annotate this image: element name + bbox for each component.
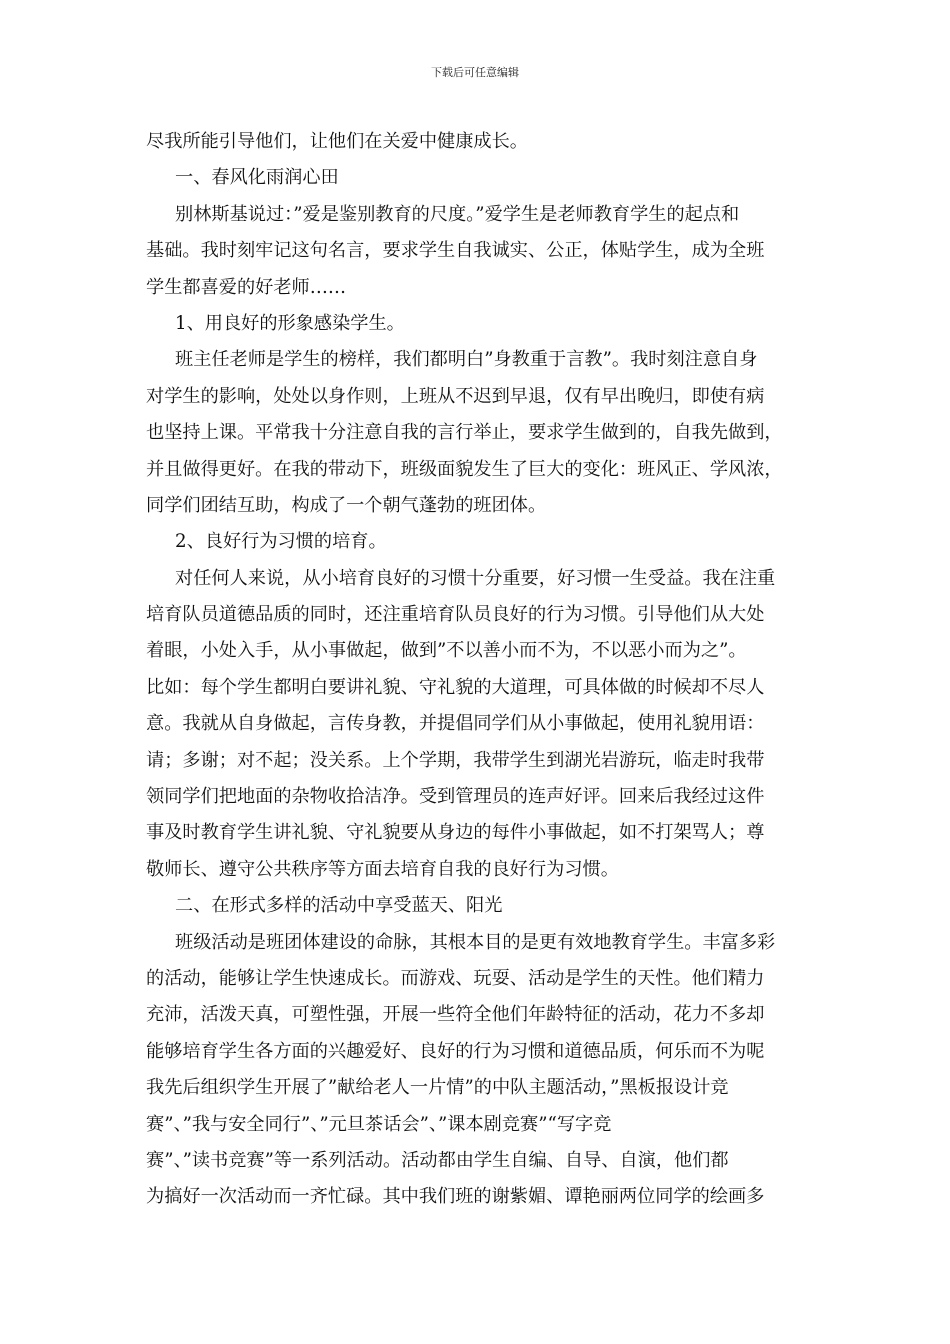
document-body [146,124,821,1216]
text-line: 培育队员道德品质的同时，还注重培育队员良好的行为习惯。引导他们从大处 [146,604,765,626]
text-line: 赛”、”我与安全同行”、”元旦茶话会”、”课本剧竞赛”“写字竞 [146,1113,612,1135]
text-line: 意。我就从自身做起，言传身教，并提倡同学们从小事做起，使用礼貌用语： [146,713,765,735]
text-line: 同学们团结互助，构成了一个朝气蓬勃的班团体。 [146,494,547,516]
text-line: 赛”、”读书竞赛”等一系列活动。活动都由学生自编、自导、自演，他们都 [146,1149,729,1171]
text-line: 我先后组织学生开展了”献给老人一片情”的中队主题活动，”黑板报设计竞 [146,1077,729,1099]
text-line: 也坚持上课。平常我十分注意自我的言行举止，要求学生做到的，自我先做到， [146,422,783,444]
text-line: 对学生的影响，处处以身作则，上班从不迟到早退，仅有早出晚归，即使有病 [146,385,765,407]
text-line: 并且做得更好。在我的带动下，班级面貌发生了巨大的变化：班风正、学风浓， [146,458,783,480]
text-line: 别林斯基说过：”爱是鉴别教育的尺度。”爱学生是老师教育学生的起点和 [175,203,740,225]
text-line: 一、春风化雨润心田 [175,167,339,189]
text-line: 学生都喜爱的好老师…… [146,276,347,298]
text-line: 2、良好行为习惯的培育。 [175,531,387,553]
text-line: 班主任老师是学生的榜样，我们都明白”身教重于言教”。我时刻注意自身 [175,349,758,371]
text-line: 比如：每个学生都明白要讲礼貌、守礼貌的大道理，可具体做的时候却不尽人 [146,676,765,698]
text-line: 二、在形式多样的活动中享受蓝天、阳光 [175,895,503,917]
text-line: 为搞好一次活动而一齐忙碌。其中我们班的谢紫媚、谭艳丽两位同学的绘画多 [146,1186,765,1208]
text-line: 领同学们把地面的杂物收拾洁净。受到管理员的连声好评。回来后我经过这件 [146,786,765,808]
text-line: 的活动，能够让学生快速成长。而游戏、玩耍、活动是学生的天性。他们精力 [146,967,765,989]
text-line: 班级活动是班团体建设的命脉，其根本目的是更有效地教育学生。丰富多彩 [175,931,776,953]
text-line: 对任何人来说，从小培育良好的习惯十分重要，好习惯一生受益。我在注重 [175,567,776,589]
text-line: 请；多谢；对不起；没关系。上个学期，我带学生到湖光岩游玩，临走时我带 [146,749,765,771]
text-line: 充沛，活泼天真，可塑性强，开展一些符全他们年龄特征的活动，花力不多却 [146,1004,765,1026]
text-line: 1、用良好的形象感染学生。 [175,312,405,334]
page-header: 下载后可任意编辑 [431,66,519,79]
text-line: 事及时教育学生讲礼貌、守礼貌要从身边的每件小事做起，如不打架骂人；尊 [146,822,765,844]
text-line: 尽我所能引导他们，让他们在关爱中健康成长。 [146,131,528,152]
text-line: 着眼，小处入手，从小事做起，做到”不以善小而不为，不以恶小而为之”。 [146,640,747,662]
text-line: 基础。我时刻牢记这句名言，要求学生自我诚实、公正，体贴学生，成为全班 [146,240,765,262]
text-line: 敬师长、遵守公共秩序等方面去培育自我的良好行为习惯。 [146,858,619,880]
text-line: 能够培育学生各方面的兴趣爱好、良好的行为习惯和道德品质，何乐而不为呢 [146,1040,765,1062]
